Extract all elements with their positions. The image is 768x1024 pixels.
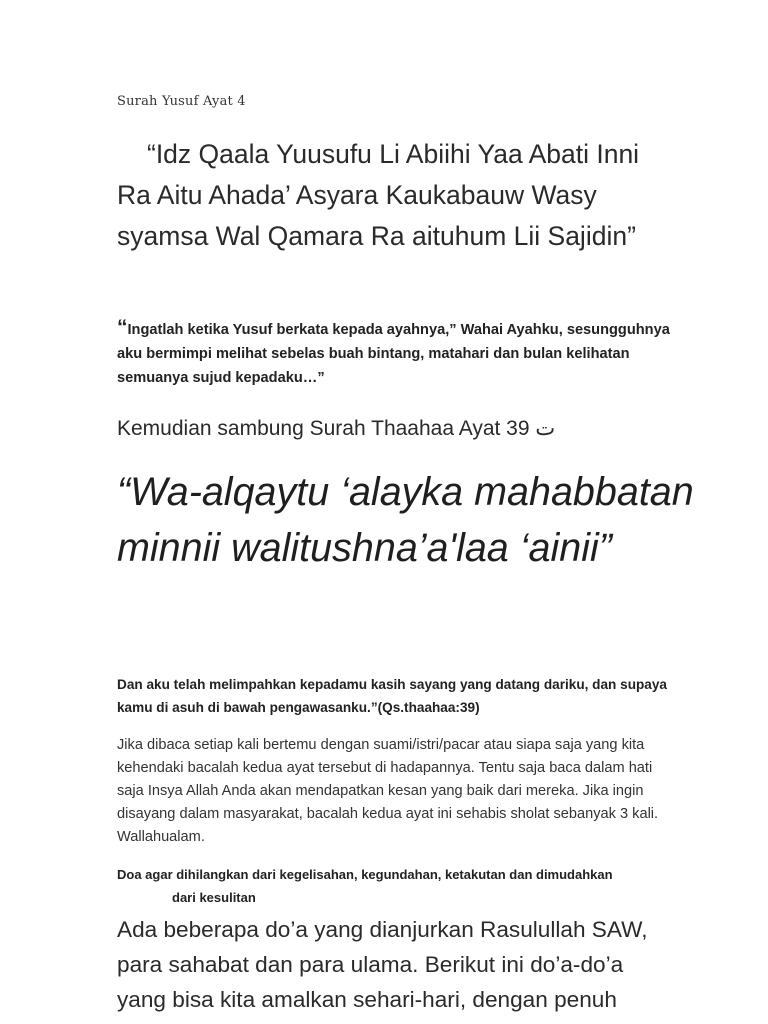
body-text-large: Ada beberapa do’a yang dianjurkan Rasulullah SAW, para sahabat dan para ulama. Berikut ini do’a-do’a yang bisa kita amalkan sehari-hari, dengan penuh	[117, 917, 648, 1012]
doa-heading	[117, 863, 677, 909]
instruction-paragraph: Jika dibaca setiap kali bertemu dengan suami/istri/pacar atau siapa saja yang kita kehendaki bacalah kedua ayat tersebut di hadapannya. Tentu saja baca dalam hati saja Insya Allah Anda akan mendapatkan kesan yang baik dari mereka. Jika ingin disayang dalam masyarakat, bacalah kedua ayat ini sehabis sholat sebanyak 3 kali. Wallahualam.	[117, 737, 659, 845]
verse-1-text: “Idz Qaala Yuusufu Li Abiihi Yaa Abati Inni Ra Aitu Ahada’ Asyara Kaukabauw Wasy syamsa Wal Qamara Ra aituhum Lii Sajidin”	[117, 139, 640, 251]
open-quote-mark: “	[117, 316, 128, 339]
verse-1-translation	[117, 318, 677, 390]
verse-1-transliteration	[117, 134, 677, 257]
subheading-thaahaa: Kemudian sambung Surah Thaahaa Ayat 39 ‌ت	[117, 417, 556, 440]
doa-heading-line-1: Doa agar dihilangkan dari kegelisahan, kegundahan, ketakutan dan dimudahkan	[117, 867, 613, 882]
verse-2-translation: Dan aku telah melimpahkan kepadamu kasih sayang yang datang dariku, dan supaya kamu di asuh di bawah pengawasanku.”(Qs.thaahaa:39)	[117, 677, 667, 715]
section-heading: Surah Yusuf Ayat 4	[117, 94, 246, 109]
doa-heading-line-2: dari kesulitan	[172, 890, 256, 905]
verse-2-transliteration: “Wa-alqaytu ‘alayka mahabbatan minnii walitushna’a'laa ‘ainii”	[117, 470, 694, 570]
verse-1-translation-text: Ingatlah ketika Yusuf berkata kepada ayahnya,” Wahai Ayahku, sesungguhnya aku bermimpi melihat sebelas buah bintang, matahari dan bulan kelihatan semuanya sujud kepadaku…”	[117, 322, 670, 386]
